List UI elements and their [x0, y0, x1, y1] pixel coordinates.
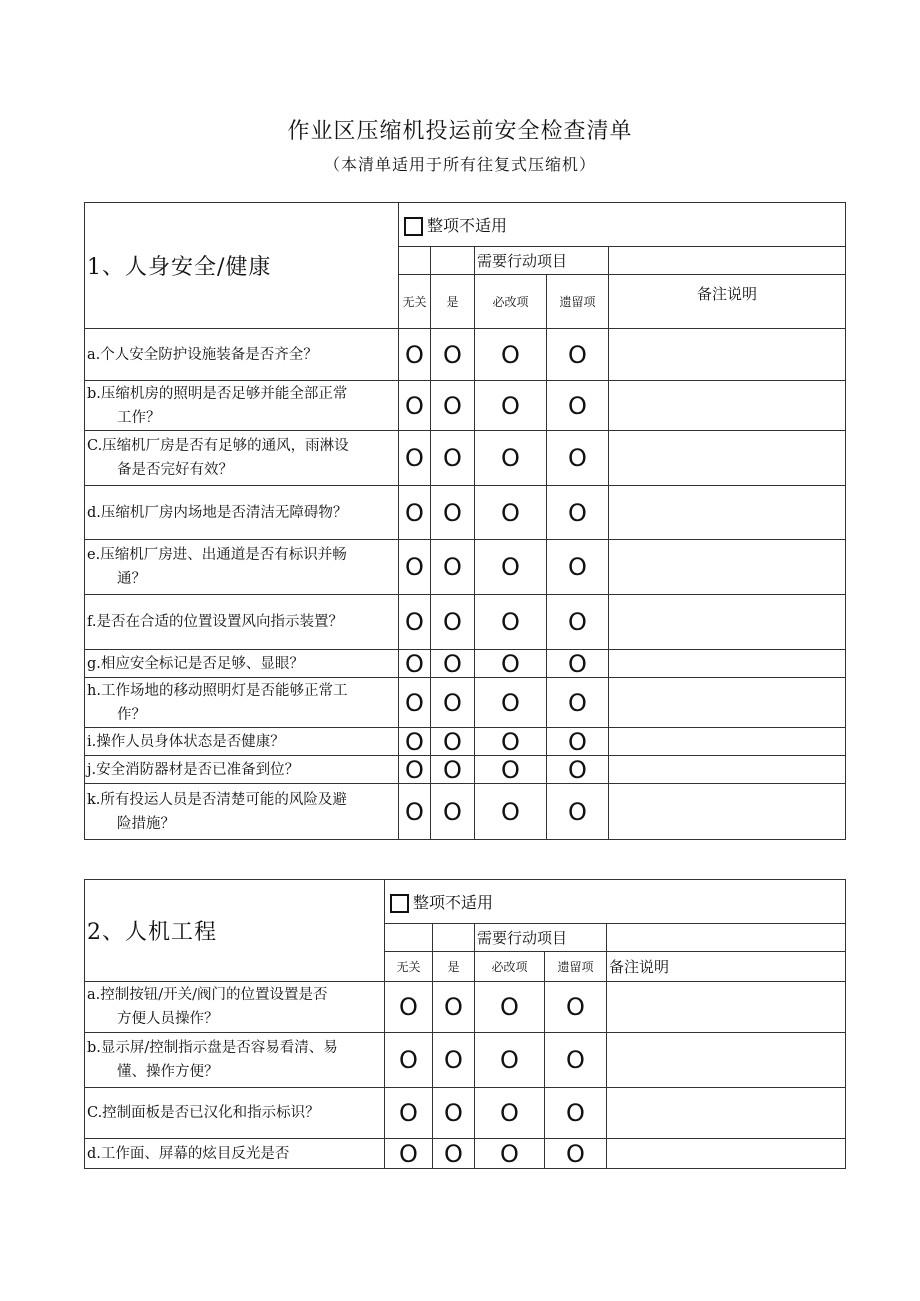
remarks-cell[interactable] [609, 329, 846, 381]
option-carry-over[interactable]: O [547, 381, 609, 431]
option-carry-over[interactable]: O [545, 982, 607, 1033]
section1-not-applicable[interactable] [399, 203, 846, 247]
option-irrelevant[interactable]: O [399, 381, 431, 431]
remarks-cell[interactable] [609, 381, 846, 431]
option-must-fix[interactable]: O [475, 1088, 545, 1139]
question-line-cont: 险措施？ [117, 815, 175, 832]
col-irrelevant: 无关 [399, 275, 431, 329]
question-line: j.安全消防器材是否已准备到位？ [87, 761, 300, 778]
option-must-fix[interactable]: O [475, 650, 547, 678]
option-carry-over[interactable]: O [547, 486, 609, 540]
option-carry-over[interactable]: O [545, 1088, 607, 1139]
option-carry-over[interactable]: O [547, 650, 609, 678]
option-must-fix[interactable]: O [475, 784, 547, 840]
option-must-fix[interactable]: O [475, 756, 547, 784]
remarks-cell[interactable] [607, 1033, 846, 1088]
remarks-cell[interactable] [609, 540, 846, 595]
option-must-fix[interactable]: O [475, 1139, 545, 1169]
col-irrelevant: 无关 [385, 952, 433, 982]
col-yes: 是 [433, 952, 475, 982]
col-must-fix: 必改项 [475, 275, 547, 329]
option-irrelevant[interactable]: O [399, 540, 431, 595]
question-line: a.控制按钮/开关/阀门的位置设置是否 [87, 987, 328, 1003]
remarks-cell[interactable] [607, 1088, 846, 1139]
checklist-row [85, 540, 846, 595]
col-carry-over: 遗留项 [545, 952, 607, 982]
section1-table [84, 202, 846, 840]
remarks-cell[interactable] [609, 595, 846, 650]
option-carry-over[interactable]: O [547, 431, 609, 486]
question-line-cont: 备是否完好有效？ [117, 462, 233, 478]
remarks-cell[interactable] [609, 678, 846, 728]
option-irrelevant[interactable]: O [399, 486, 431, 540]
option-yes[interactable]: O [431, 431, 475, 486]
question-text [85, 784, 399, 840]
option-irrelevant[interactable]: O [385, 1088, 433, 1139]
col-must-fix: 必改项 [475, 952, 545, 982]
option-carry-over[interactable]: O [547, 540, 609, 595]
checklist-row [85, 431, 846, 486]
question-line: b.压缩机房的照明是否足够并能全部正常 [87, 385, 348, 402]
col-carry-over: 遗留项 [547, 275, 609, 329]
question-text [85, 982, 385, 1033]
option-carry-over[interactable]: O [545, 1033, 607, 1088]
remarks-cell[interactable] [607, 1139, 846, 1169]
question-line: d.工作面、屏幕的炫目反光是否 [87, 1145, 290, 1162]
option-irrelevant[interactable]: O [399, 678, 431, 728]
option-irrelevant[interactable]: O [385, 1033, 433, 1088]
option-must-fix[interactable]: O [475, 595, 547, 650]
option-yes[interactable]: O [431, 678, 475, 728]
option-carry-over[interactable]: O [547, 329, 609, 381]
section2-not-applicable[interactable] [385, 880, 846, 924]
checklist-row [85, 1033, 846, 1088]
header-blank [385, 924, 433, 952]
action-items-header: 需要行动项目 [475, 247, 609, 275]
option-yes[interactable]: O [431, 381, 475, 431]
remarks-cell[interactable] [607, 982, 846, 1033]
checklist-row [85, 381, 846, 431]
question-text [85, 1088, 385, 1139]
option-irrelevant[interactable]: O [399, 595, 431, 650]
question-line: g.相应安全标记是否足够、显眼？ [87, 655, 304, 672]
question-text [85, 486, 399, 540]
checklist-row [85, 728, 846, 756]
question-line: d.压缩机厂房内场地是否清洁无障碍物？ [87, 504, 348, 521]
not-applicable-label: 整项不适用 [427, 216, 508, 235]
header-blank [607, 924, 846, 952]
header-blank [609, 247, 846, 275]
question-text [85, 756, 399, 784]
checklist-row [85, 650, 846, 678]
question-line-cont: 通？ [117, 571, 146, 587]
checklist-row [85, 1139, 846, 1169]
option-carry-over[interactable]: O [545, 1139, 607, 1169]
remarks-cell[interactable] [609, 784, 846, 840]
col-remarks: 备注说明 [607, 952, 846, 982]
option-irrelevant[interactable]: O [399, 756, 431, 784]
checkbox-icon[interactable] [404, 217, 423, 236]
checklist-row [85, 678, 846, 728]
option-must-fix[interactable]: O [475, 329, 547, 381]
option-must-fix[interactable]: O [475, 982, 545, 1033]
option-irrelevant[interactable]: O [399, 728, 431, 756]
question-text [85, 728, 399, 756]
header-blank [433, 924, 475, 952]
col-yes: 是 [431, 275, 475, 329]
option-yes[interactable]: O [431, 650, 475, 678]
question-text [85, 381, 399, 431]
checklist-row [85, 1088, 846, 1139]
option-yes[interactable]: O [431, 756, 475, 784]
option-carry-over[interactable]: O [547, 728, 609, 756]
option-carry-over[interactable]: O [547, 678, 609, 728]
question-text [85, 431, 399, 486]
question-line-cont: 方便人员操作？ [117, 1011, 219, 1027]
option-yes[interactable]: O [433, 1033, 475, 1088]
section2-table [84, 879, 846, 1169]
section2-heading: 2、人机工程 [85, 880, 385, 982]
option-must-fix[interactable]: O [475, 431, 547, 486]
header-blank [431, 247, 475, 275]
page-subtitle: （本清单适用于所有往复式压缩机） [323, 155, 596, 174]
option-carry-over[interactable]: O [547, 756, 609, 784]
option-must-fix[interactable]: O [475, 678, 547, 728]
section1-heading: 1、人身安全/健康 [85, 203, 399, 329]
question-text [85, 329, 399, 381]
question-text [85, 1139, 385, 1169]
action-items-header: 需要行动项目 [475, 924, 607, 952]
option-irrelevant[interactable]: O [399, 329, 431, 381]
option-must-fix[interactable]: O [475, 728, 547, 756]
option-yes[interactable]: O [433, 982, 475, 1033]
question-line-cont: 懂、操作方便？ [117, 1064, 219, 1080]
option-irrelevant[interactable]: O [399, 431, 431, 486]
remarks-cell[interactable] [609, 728, 846, 756]
question-line: C.压缩机厂房是否有足够的通风，雨淋设 [87, 438, 349, 454]
option-yes[interactable]: O [431, 540, 475, 595]
option-must-fix[interactable]: O [475, 1033, 545, 1088]
question-text [85, 678, 399, 728]
question-line: k.所有投运人员是否清楚可能的风险及避 [87, 791, 347, 808]
option-yes[interactable]: O [433, 1088, 475, 1139]
question-text [85, 650, 399, 678]
checklist-row [85, 486, 846, 540]
option-yes[interactable]: O [431, 329, 475, 381]
option-must-fix[interactable]: O [475, 381, 547, 431]
option-irrelevant[interactable]: O [385, 1139, 433, 1169]
option-yes[interactable]: O [431, 728, 475, 756]
question-line: h.工作场地的移动照明灯是否能够正常工 [87, 682, 348, 699]
question-line: f.是否在合适的位置设置风向指示装置？ [87, 614, 343, 630]
option-yes[interactable]: O [431, 595, 475, 650]
option-yes[interactable]: O [433, 1139, 475, 1169]
remarks-cell[interactable] [609, 431, 846, 486]
question-line: C.控制面板是否已汉化和指示标识？ [87, 1105, 320, 1121]
question-line: b.显示屏/控制指示盘是否容易看清、易 [87, 1040, 338, 1056]
checklist-row [85, 784, 846, 840]
checklist-row [85, 756, 846, 784]
checkbox-icon[interactable] [390, 894, 409, 913]
question-line: i.操作人员身体状态是否健康？ [87, 733, 285, 750]
page-title: 作业区压缩机投运前安全检查清单 [287, 119, 633, 144]
option-carry-over[interactable]: O [547, 595, 609, 650]
option-irrelevant[interactable]: O [399, 784, 431, 840]
question-text [85, 595, 399, 650]
question-line-cont: 工作？ [117, 409, 161, 426]
remarks-cell[interactable] [609, 756, 846, 784]
question-line: e.压缩机厂房进、出通道是否有标识并畅 [87, 547, 347, 563]
question-text [85, 540, 399, 595]
option-irrelevant[interactable]: O [399, 650, 431, 678]
col-remarks: 备注说明 [609, 275, 846, 329]
option-irrelevant[interactable]: O [385, 982, 433, 1033]
not-applicable-label: 整项不适用 [413, 893, 494, 912]
question-text [85, 1033, 385, 1088]
remarks-cell[interactable] [609, 486, 846, 540]
option-yes[interactable]: O [431, 486, 475, 540]
header-blank [399, 247, 431, 275]
option-carry-over[interactable]: O [547, 784, 609, 840]
question-line-cont: 作？ [117, 706, 146, 723]
question-line: a.个人安全防护设施装备是否齐全？ [87, 346, 318, 363]
option-yes[interactable]: O [431, 784, 475, 840]
option-must-fix[interactable]: O [475, 486, 547, 540]
checklist-row [85, 329, 846, 381]
remarks-cell[interactable] [609, 650, 846, 678]
checklist-row [85, 595, 846, 650]
checklist-row [85, 982, 846, 1033]
option-must-fix[interactable]: O [475, 540, 547, 595]
